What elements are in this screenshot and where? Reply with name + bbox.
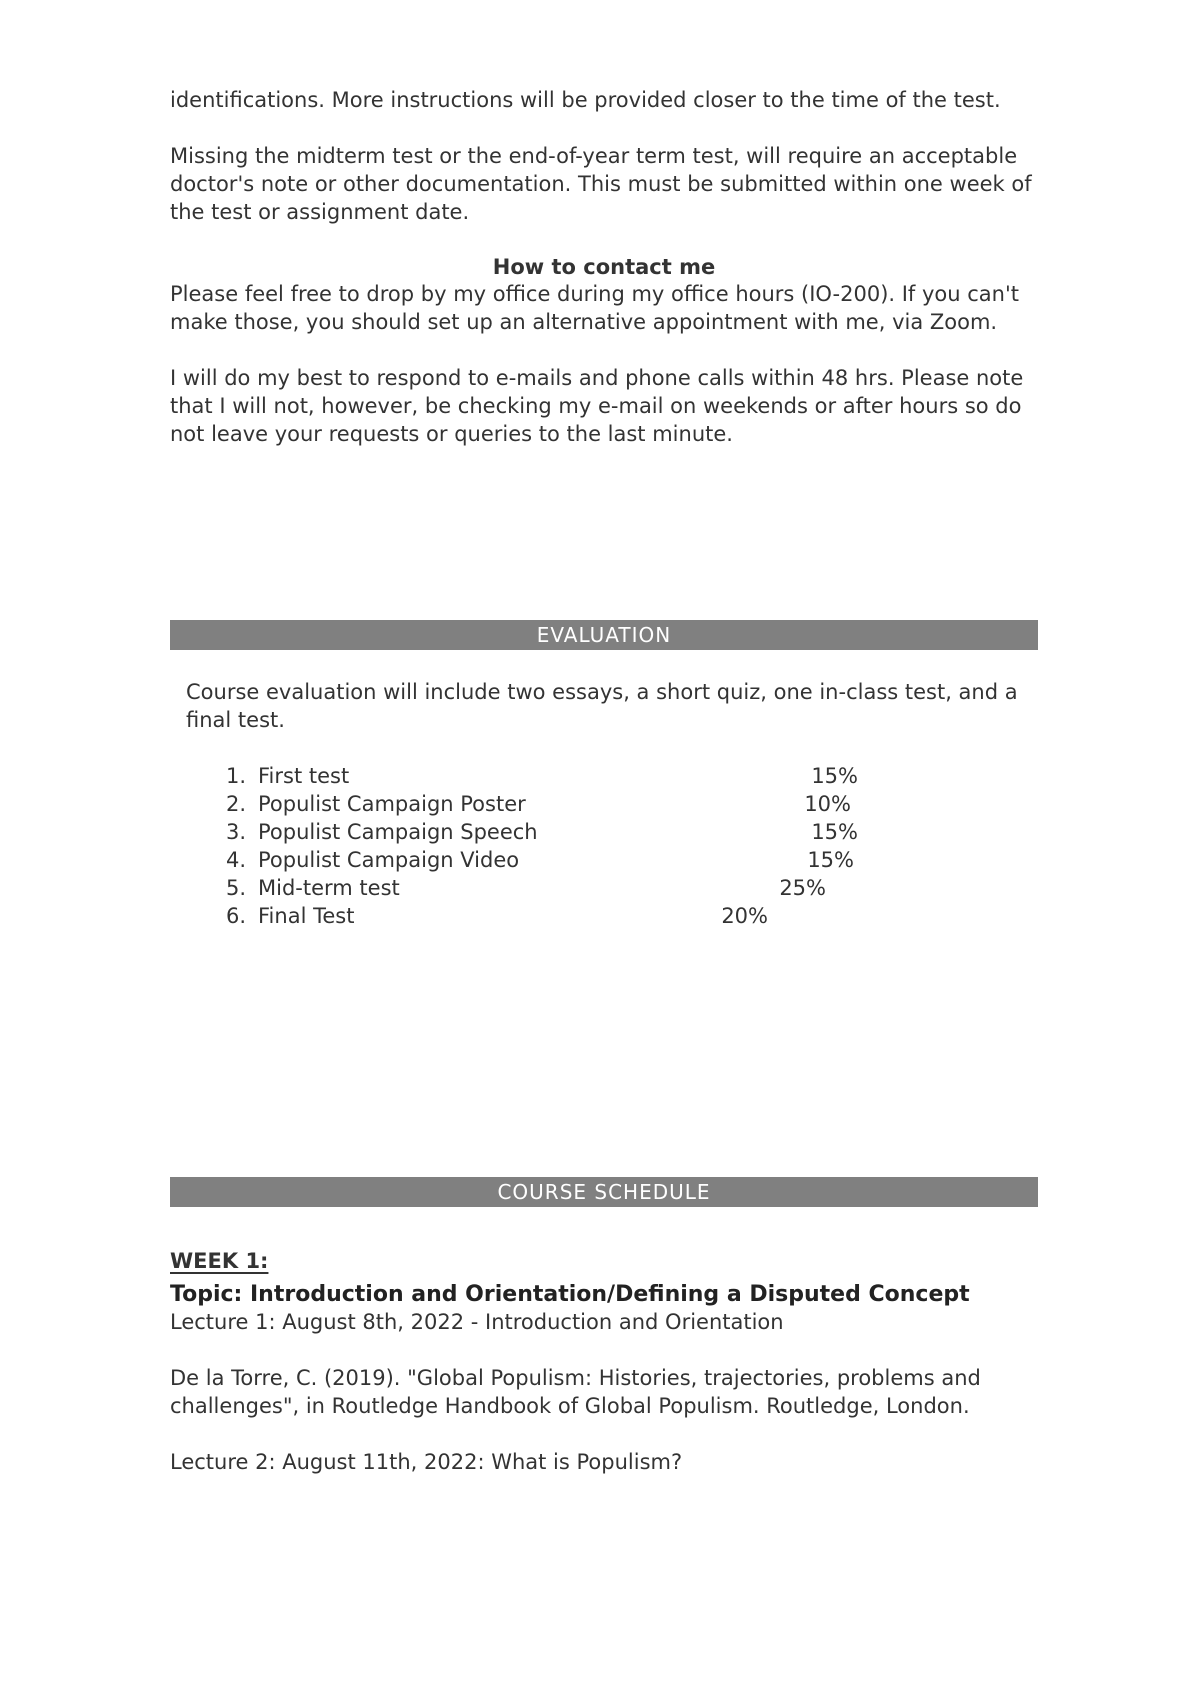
grade-item-label: Populist Campaign Video	[258, 848, 520, 872]
evaluation-header: EVALUATION	[170, 620, 1038, 650]
evaluation-intro-text: Course evaluation will include two essays, a short quiz, one in-class test, and a final test.	[186, 680, 1018, 732]
office-hours-text: Please feel free to drop by my office during my office hours (IO-200). If you can't make those, you should set up an alternative appointment with me, via Zoom.	[170, 282, 1019, 334]
reading-entry: De la Torre, C. (2019). "Global Populism: Histories, trajectories, problems and challenges", in Routledge Handbook of Global Populism. Routledge, London.	[170, 1366, 981, 1418]
grade-item-value: 20%	[721, 904, 768, 928]
grade-item-value: 15%	[811, 764, 858, 788]
grade-item-number: 4.	[225, 848, 246, 872]
week-topic: Topic: Introduction and Orientation/Defining a Disputed Concept	[170, 1282, 970, 1307]
grade-item	[218, 818, 878, 846]
evaluation-intro	[186, 678, 1026, 734]
grade-item-label: Populist Campaign Speech	[258, 820, 538, 844]
grade-item-number: 3.	[225, 820, 246, 844]
response-time-text: I will do my best to respond to e-mails and phone calls within 48 hrs. Please note that I will not, however, be checking my e-mail on weekends or after hours so do not leave your requests or queries to the last minute.	[170, 366, 1024, 446]
contact-title: How to contact me	[492, 255, 716, 279]
grade-item-value: 15%	[811, 820, 858, 844]
grade-item-label: Final Test	[258, 904, 355, 928]
grade-item	[218, 846, 878, 874]
grade-item-label: Populist Campaign Poster	[258, 792, 526, 816]
grade-item	[218, 762, 878, 790]
grade-item-value: 10%	[804, 792, 851, 816]
schedule-section	[170, 1248, 1038, 1476]
grade-item-number: 1.	[225, 764, 246, 788]
grade-item	[218, 902, 878, 930]
grade-item-value: 25%	[779, 876, 826, 900]
week-label: WEEK 1:	[170, 1249, 269, 1273]
test-instructions-text: identifications. More instructions will be provided closer to the time of the test.	[170, 88, 1001, 112]
grade-item-label: Mid-term test	[258, 876, 400, 900]
grade-item	[218, 790, 878, 818]
lecture-entry: Lecture 2: August 11th, 2022: What is Populism?	[170, 1450, 683, 1474]
grade-item-number: 5.	[225, 876, 246, 900]
grade-item-number: 6.	[225, 904, 246, 928]
grade-item-label: First test	[258, 764, 350, 788]
grade-breakdown-list	[218, 762, 878, 930]
missed-test-policy-text: Missing the midterm test or the end-of-year term test, will require an acceptable doctor's note or other documentation. This must be submitted within one week of the test or assignment date.	[170, 144, 1032, 224]
contact-section	[170, 86, 1038, 448]
lecture-entry: Lecture 1: August 8th, 2022 - Introduction and Orientation	[170, 1310, 784, 1334]
grade-item-number: 2.	[225, 792, 246, 816]
grade-item	[218, 874, 878, 902]
schedule-header: COURSE SCHEDULE	[170, 1177, 1038, 1207]
grade-item-value: 15%	[807, 848, 854, 872]
